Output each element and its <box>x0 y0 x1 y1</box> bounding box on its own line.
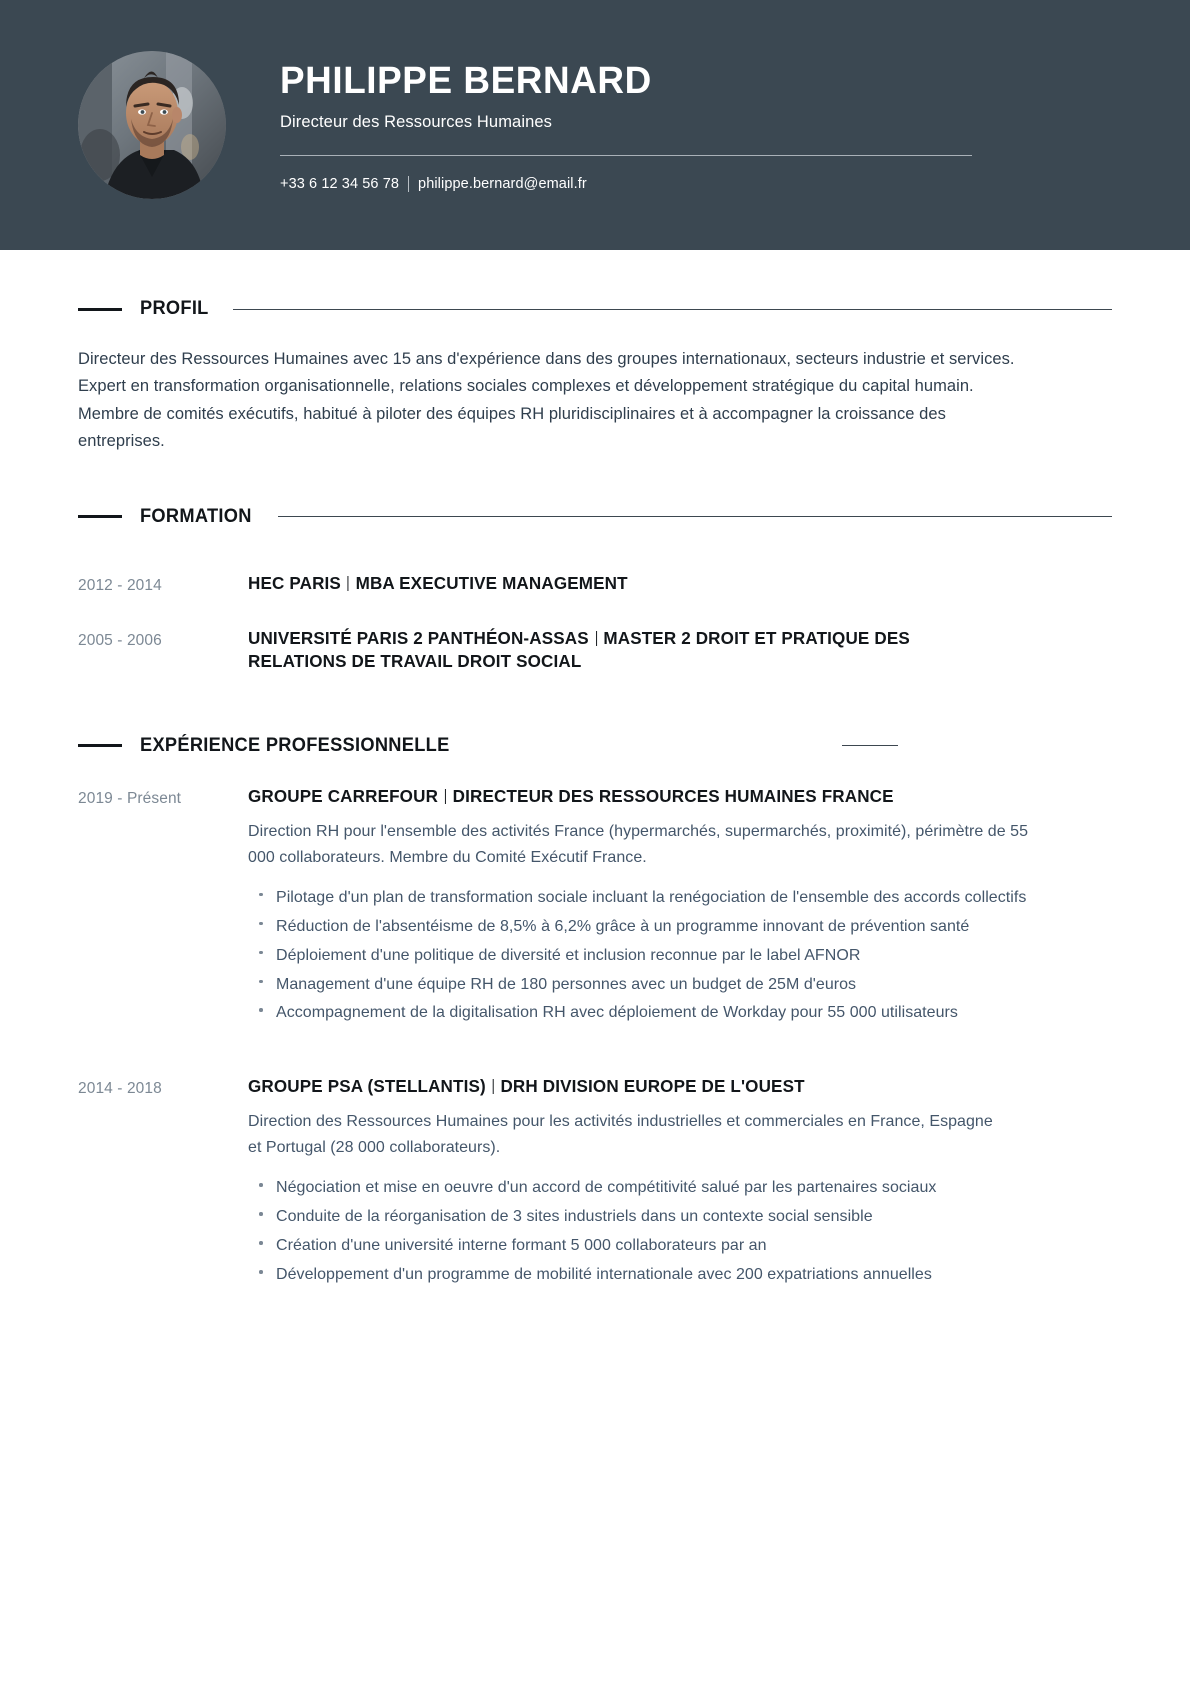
contact-separator <box>408 176 409 192</box>
entry-dates: 2014 - 2018 <box>78 1080 162 1098</box>
list-item: Réduction de l'absentéisme de 8,5% à 6,2% grâce à un programme innovant de prévention santé <box>248 914 1066 940</box>
section-title: PROFIL <box>140 298 209 319</box>
title-separator <box>493 1079 494 1094</box>
entry-content <box>248 785 1112 1029</box>
entry-description: Direction des Ressources Humaines pour les activités industrielles et commerciales en France, Espagne et Portugal (28 000 collaborateurs). <box>248 1113 993 1157</box>
avatar <box>78 51 226 199</box>
list-item: Négociation et mise en oeuvre d'un accord de compétitivité salué par les partenaires sociaux <box>248 1175 1066 1201</box>
entry-organization: HEC PARIS <box>248 572 341 593</box>
entry-bullet-list <box>248 1175 1112 1288</box>
entry-dates: 2012 - 2014 <box>78 576 162 594</box>
entry-title <box>248 572 1090 595</box>
email-address: philippe.bernard@email.fr <box>418 176 587 193</box>
list-item: Déploiement d'une politique de diversité et inclusion reconnue par le label AFNOR <box>248 943 1066 969</box>
list-item: Création d'une université interne formant 5 000 collaborateurs par an <box>248 1233 1066 1259</box>
phone-number: +33 6 12 34 56 78 <box>280 176 400 193</box>
section-title: FORMATION <box>140 505 252 527</box>
entry-dates: 2019 - Présent <box>78 789 182 807</box>
header-text-block <box>280 58 972 192</box>
resume-header <box>0 0 1190 250</box>
section-header-experience <box>78 735 1112 757</box>
page-title: PHILIPPE BERNARD <box>280 59 652 102</box>
section-rule <box>278 516 1112 517</box>
section-header-profil <box>78 298 1112 320</box>
entry-title <box>248 785 1090 808</box>
entry-role: DRH DIVISION EUROPE DE L'OUEST <box>500 1076 805 1097</box>
list-item: Pilotage d'un plan de transformation sociale incluant la renégociation de l'ensemble des accords collectifs <box>248 885 1066 911</box>
entry-organization: UNIVERSITÉ PARIS 2 PANTHÉON-ASSAS <box>248 627 589 648</box>
title-separator <box>445 789 446 804</box>
education-entry <box>78 572 1112 597</box>
section-dash-icon <box>78 308 122 311</box>
entry-bullet-list <box>248 885 1112 1027</box>
section-rule <box>233 309 1112 310</box>
section-rule <box>842 745 898 746</box>
entry-content <box>248 627 1112 673</box>
education-entry <box>78 627 1112 673</box>
list-item: Accompagnement de la digitalisation RH avec déploiement de Workday pour 55 000 utilisateurs <box>248 1000 1066 1026</box>
entry-role: MASTER 2 DROIT ET PRATIQUE DES RELATIONS DE TRAVAIL DROIT SOCIAL <box>248 627 910 671</box>
section-dash-icon <box>78 515 122 518</box>
experience-entry <box>78 785 1112 1029</box>
entry-title <box>248 627 989 673</box>
entry-content <box>248 1075 1112 1291</box>
list-item: Management d'une équipe RH de 180 personnes avec un budget de 25M d'euros <box>248 972 1066 998</box>
header-divider <box>280 155 972 156</box>
entry-description: Direction RH pour l'ensemble des activités France (hypermarchés, supermarchés, proximité), périmètre de 55 000 collaborateurs. Membre du Comité Exécutif France. <box>248 823 1029 866</box>
entry-organization: GROUPE CARREFOUR <box>248 785 439 806</box>
list-item: Développement d'un programme de mobilité internationale avec 200 expatriations annuelles <box>248 1262 1066 1288</box>
job-title: Directeur des Ressources Humaines <box>280 112 552 131</box>
entry-content <box>248 572 1112 595</box>
entry-title <box>248 1075 1090 1098</box>
resume-body <box>0 250 1190 1291</box>
entry-organization: GROUPE PSA (STELLANTIS) <box>248 1076 486 1097</box>
entry-role: MBA EXECUTIVE MANAGEMENT <box>355 572 628 593</box>
list-item: Conduite de la réorganisation de 3 sites industriels dans un contexte social sensible <box>248 1204 1066 1230</box>
section-dash-icon <box>78 744 122 747</box>
title-separator <box>596 631 597 646</box>
section-header-formation <box>78 506 1112 528</box>
profile-text: Directeur des Ressources Humaines avec 15 ans d'expérience dans des groupes internationaux, secteurs industrie et services. Expert en transformation organisationnelle, relations sociales complexes et développement stratégique du capital humain. Membre de comités exécutifs, habitué à piloter des équipes RH pluridisciplinaires et à accompagner la croissance des entreprises. <box>78 350 1015 451</box>
avatar-photo <box>78 51 226 199</box>
section-title: EXPÉRIENCE PROFESSIONNELLE <box>140 734 450 756</box>
title-separator <box>348 576 349 591</box>
experience-entry <box>78 1075 1112 1291</box>
entry-role: DIRECTEUR DES RESSOURCES HUMAINES FRANCE <box>452 785 894 806</box>
entry-dates: 2005 - 2006 <box>78 631 162 649</box>
contact-line <box>280 176 972 192</box>
